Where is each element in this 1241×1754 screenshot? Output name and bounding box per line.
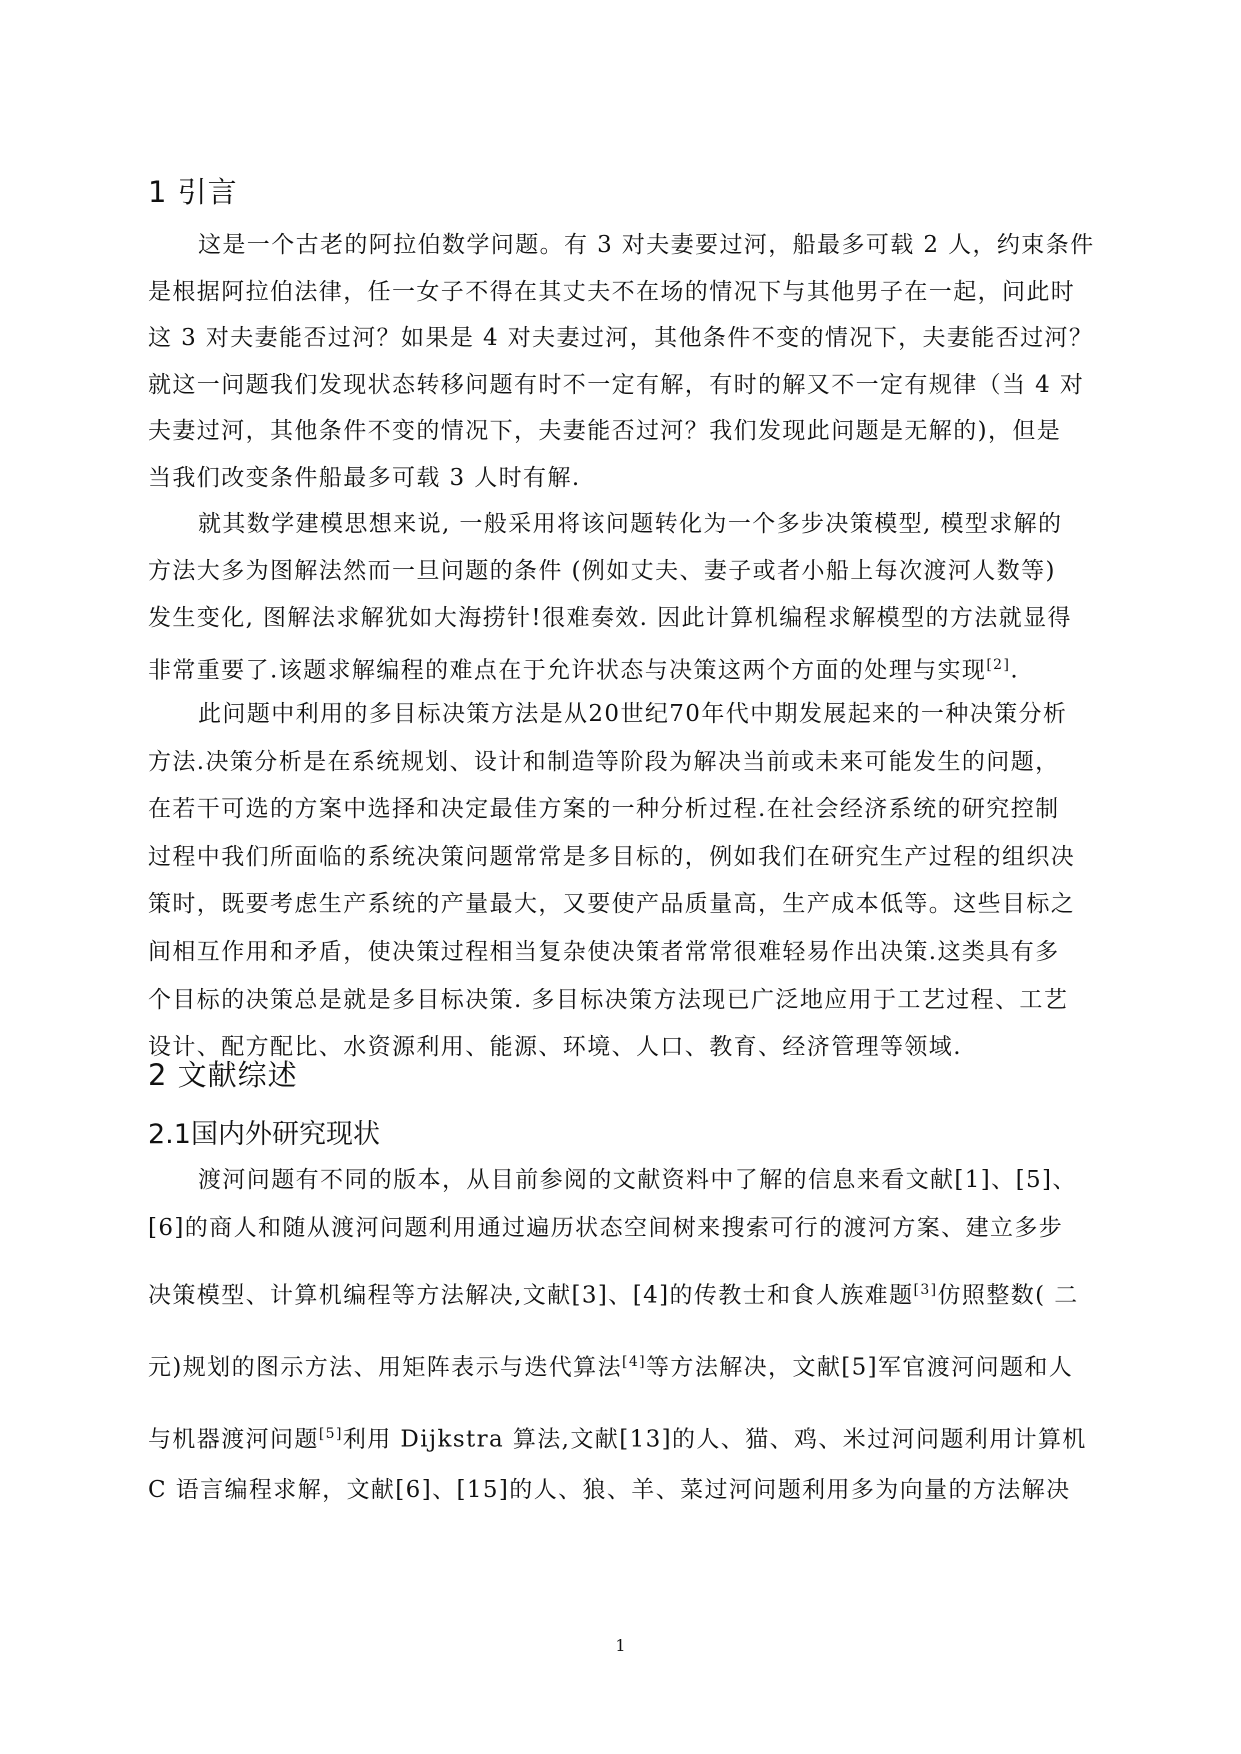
text-run: 非常重要了.该题求解编程的难点在于允许状态与决策这两个方面的处理与实现 bbox=[148, 657, 987, 684]
text-line: 就这一问题我们发现状态转移问题有时不一定有解，有时的解又不一定有规律（当 4 对 bbox=[148, 371, 1085, 398]
text-line: 发生变化, 图解法求解犹如大海捞针!很难奏效. 因此计算机编程求解模型的方法就显得 bbox=[148, 605, 1072, 631]
text-line bbox=[148, 642, 1092, 695]
text-line: 这是一个古老的阿拉伯数学问题。有 3 对夫妻要过河，船最多可载 2 人，约束条件 bbox=[198, 232, 1095, 258]
text-line: 渡河问题有不同的版本，从目前参阅的文献资料中了解的信息来看文献[1]、[5]、 bbox=[198, 1167, 1077, 1193]
text-line: 是根据阿拉伯法律，任一女子不得在其丈夫不在场的情况下与其他男子在一起，问此时 bbox=[148, 278, 1076, 305]
text-line: 策时，既要考虑生产系统的产量最大，又要使产品质量高，生产成本低等。这些目标之 bbox=[148, 891, 1076, 918]
text-line: 当我们改变条件船最多可载 3 人时有解. bbox=[148, 464, 581, 491]
text-line: 方法大多为图解法然而一旦问题的条件 (例如丈夫、妻子或者小船上每次渡河人数等) bbox=[148, 558, 1056, 584]
section-1-heading: 1 引言 bbox=[148, 175, 238, 209]
text-line: 夫妻过河，其他条件不变的情况下，夫妻能否过河？我们发现此问题是无解的)，但是 bbox=[148, 418, 1062, 445]
text-line: 过程中我们所面临的系统决策问题常常是多目标的，例如我们在研究生产过程的组织决 bbox=[148, 843, 1076, 870]
text-line bbox=[148, 1275, 1079, 1311]
text-line bbox=[148, 1347, 1073, 1383]
text-run: 元)规划的图示方法、用矩阵表示与迭代算法 bbox=[148, 1354, 622, 1381]
text-line: 个目标的决策总是就是多目标决策. 多目标决策方法现已广泛地应用于工艺过程、工艺 bbox=[148, 986, 1069, 1013]
text-line: 此问题中利用的多目标决策方法是从20世纪70年代中期发展起来的一种决策分析 bbox=[198, 701, 1068, 727]
text-run: 仿照整数( 二 bbox=[937, 1282, 1079, 1309]
section-1-paragraph-2 bbox=[148, 501, 1092, 695]
text-line: 在若干可选的方案中选择和决定最佳方案的一种分析过程.在社会经济系统的研究控制 bbox=[148, 796, 1060, 823]
text-line: 间相互作用和矛盾，使决策过程相当复杂使决策者常常很难轻易作出决策.这类具有多 bbox=[148, 938, 1060, 965]
subsection-2-1-heading: 2.1国内外研究现状 bbox=[148, 1119, 380, 1150]
citation-ref: [5] bbox=[318, 1426, 343, 1442]
text-line: [6]的商人和随从渡河问题利用通过遍历状态空间树来搜索可行的渡河方案、建立多步 bbox=[148, 1215, 1064, 1241]
text-line bbox=[148, 1419, 1087, 1455]
citation-ref: [2] bbox=[986, 657, 1011, 673]
text-line: 方法.决策分析是在系统规划、设计和制造等阶段为解决当前或未来可能发生的问题， bbox=[148, 748, 1060, 775]
text-line: C 语言编程求解，文献[6]、[15]的人、狼、羊、菜过河问题利用多为向量的方法解决 bbox=[148, 1477, 1071, 1503]
citation-ref: [4] bbox=[621, 1354, 647, 1370]
text-run: . bbox=[1010, 657, 1020, 684]
text-line: 设计、配方配比、水资源利用、能源、环境、人口、教育、经济管理等领域. bbox=[148, 1034, 962, 1061]
citation-ref: [3] bbox=[913, 1282, 938, 1298]
text-line: 就其数学建模思想来说, 一般采用将该问题转化为一个多步决策模型, 模型求解的 bbox=[198, 511, 1063, 537]
page-number: 1 bbox=[615, 1636, 626, 1655]
text-run: 与机器渡河问题 bbox=[148, 1426, 319, 1453]
section-1-paragraph-1 bbox=[148, 222, 1095, 502]
section-1-paragraph-3 bbox=[148, 691, 1092, 1072]
text-line: 这 3 对夫妻能否过河？如果是 4 对夫妻过河，其他条件不变的情况下，夫妻能否过河？ bbox=[148, 325, 1094, 352]
section-2-heading: 2 文献综述 bbox=[148, 1058, 298, 1092]
text-run: 利用 Dijkstra 算法,文献[13]的人、猫、鸡、米过河问题利用计算机 bbox=[342, 1426, 1087, 1453]
text-run: 等方法解决，文献[5]军官渡河问题和人 bbox=[646, 1354, 1074, 1381]
text-run: 决策模型、计算机编程等方法解决,文献[3]、[4]的传教士和食人族难题 bbox=[148, 1282, 914, 1309]
